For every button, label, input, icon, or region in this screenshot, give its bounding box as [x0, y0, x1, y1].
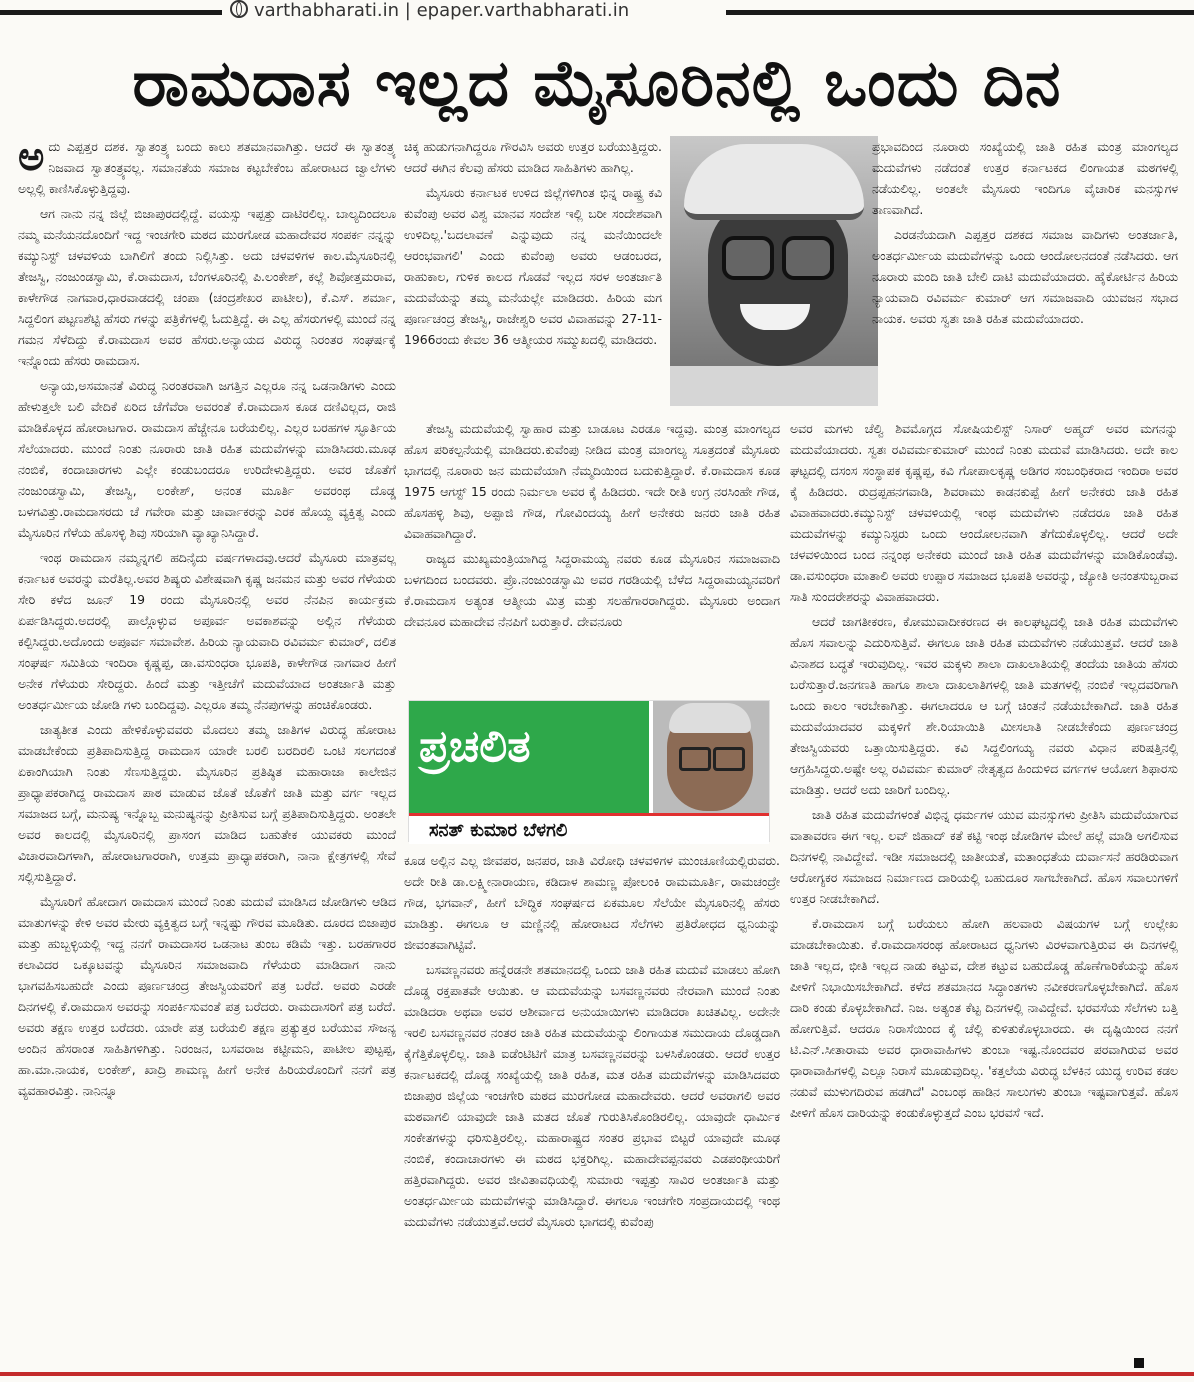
cap [684, 144, 864, 220]
columnist-name: ಸನತ್ ಕುಮಾರ ಬೆಳಗಲಿ [429, 820, 568, 841]
paragraph: ಕೂಡ ಅಲ್ಲಿನ ಎಲ್ಲ ಜೀವಪರ, ಜನಪರ, ಜಾತಿ ವಿರೋಧಿ ಚಳವಳಿಗಳ ಮುಂಚೂಣಿಯಲ್ಲಿರುವರು. ಅದೇ ರೀತಿ ಡಾ.ಲಕ್ಷ್ಮೀನಾರಾಯಣ, ಕಡಿದಾಳ ಶಾಮಣ್ಣ ಪೋಲಂಕಿ ರಾಮಮೂರ್ತಿ, ರಾಮಚಂದ್ರೇ ಗೌಡ, ಭಗವಾನ್, ಹೀಗೆ ಬೌದ್ಧಿಕ ಸಂಘರ್ಷದ ಏಕಮೂಲ ಸೆಲೆಯೇ ಮೈಸೂರಿನಲ್ಲಿ ಹೆಸರು ಮಾಡಿತ್ತು. ಈಗಲೂ ಆ ಮಣ್ಣಿನಲ್ಲಿ ಹೋರಾಟದ ಸೆಲೆಗಳು ಪ್ರತಿರೋಧದ ಧ್ವನಿಯನ್ನು ಜೀವಂತವಾಗಿಟ್ಟಿವೆ. [404, 853, 780, 952]
paragraph: ಮೈಸೂರಿಗೆ ಹೋದಾಗ ರಾಮದಾಸ ಮುಂದೆ ನಿಂತು ಮದುವೆ ಮಾಡಿಸಿದ ಜೋಡಿಗಳು ಆಡಿದ ಮಾತುಗಳನ್ನು ಕೇಳಿ ಅವರ ಮೇರು ವ್ಯಕ್ತಿತ್ವದ ಬಗ್ಗೆ ಇನ್ನಷ್ಟು ಗೌರವ ಮೂಡಿತು. ದೂರದ ಬಿಜಾಪುರ ಮತ್ತು ಹುಬ್ಬಳ್ಳಿಯಲ್ಲಿ ಇದ್ದ ನನಗೆ ರಾಮದಾಸರ ಒಡನಾಟ ತುಂಬ ಕಡಿಮೆ ಇತ್ತು. ಬರಹಗಾರರ ಕಲಾವಿದರ ಒಕ್ಕೂಟವನ್ನು ಮೈಸೂರಿನ ಸಮಾಜವಾದಿ ಗೆಳೆಯರು ಮಾಡಿದಾಗ ನಾನು ಭಾಗವಹಿಸಬಹುದೇ ಎಂದು ಪೂರ್ಣಚಂದ್ರ ತೇಜಸ್ವಿಯವರಿಗೆ ಪತ್ರ ಬರೆದೆ. ಅವರು ಎರಡೇ ದಿನಗಳಲ್ಲಿ ಕೆ.ರಾಮದಾಸ ಅವರನ್ನು ಸಂಪರ್ಕಿಸುವಂತೆ ಪತ್ರ ಬರೆದರು. ರಾಮದಾಸರಿಗೆ ಪತ್ರ ಬರೆದೆ. ಅವರು ತಕ್ಷಣ ಉತ್ತರ ಬರೆದರು. ಯಾರೇ ಪತ್ರ ಬರೆಯಲಿ ತಕ್ಷಣ ಪ್ರತ್ಯುತ್ತರ ಬರೆಯುವ ಸೌಜನ್ಯ ಅಂದಿನ ಹೆಸರಾಂತ ಸಾಹಿತಿಗಳಿಗಿತ್ತು. ನಿರಂಜನ, ಬಸವರಾಜ ಕಟ್ಟೀಮನಿ, ಪಾಟೀಲ ಪುಟ್ಟಪ್ಪ, ಹಾ.ಮಾ.ನಾಯಕ, ಲಂಕೇಶ್, ಖಾದ್ರಿ ಶಾಮಣ್ಣ ಹೀಗೆ ಅನೇಕ ಹಿರಿಯರೊಂದಿಗೆ ನನಗೆ ಪತ್ರ ವ್ಯವಹಾರವಿತ್ತು. ನಾನಿನ್ನೂ [18, 894, 396, 1098]
article-column-3 [790, 418, 1178, 1358]
source-urls [230, 0, 629, 22]
paragraph: ಜಾತ್ಯತೀತ ಎಂದು ಹೇಳಿಕೊಳ್ಳುವವರು ಮೊದಲು ತಮ್ಮ ಜಾತಿಗಳ ವಿರುದ್ಧ ಹೋರಾಟ ಮಾಡಬೇಕೆಂದು ಪ್ರತಿಪಾದಿಸುತ್ತಿದ್ದ ರಾಮದಾಸ ಯಾರೇ ಬರಲಿ ಬರದಿರಲಿ ಒಂಟಿ ಸಲಗದಂತೆ ಏಕಾಂಗಿಯಾಗಿ ನಿಂತು ಸೆಣಸುತ್ತಿದ್ದರು. ಮೈಸೂರಿನ ಪ್ರತಿಷ್ಠಿತ ಮಹಾರಾಜಾ ಕಾಲೇಜಿನ ಪ್ರಾಧ್ಯಾಪಕರಾಗಿದ್ದ ರಾಮದಾಸ ಪಾಠ ಮಾಡುವ ಜೊತೆ ಜೊತೆಗೆ ಜಾತಿ ಮತ್ತು ವರ್ಗ ಇಲ್ಲದ ಸಮಾಜದ ಬಗ್ಗೆ, ಮನುಷ್ಯ ಇನ್ನೊಬ್ಬ ಮನುಷ್ಯನನ್ನು ಪ್ರೀತಿಸುವ ಬಗ್ಗೆ ಪ್ರತಿಪಾದಿಸುತ್ತಿದ್ದರು. ಅಂತಲೇ ಅವರ ಕಾಲದಲ್ಲಿ ಮೈಸೂರಿನಲ್ಲಿ ಪ್ರಾಸಂಗ ಮಾಡಿದ ಬಹುತೇಕ ಯುವಕರು ಮುಂದೆ ವಿಚಾರವಾದಿಗಳಾಗಿ, ಹೋರಾಟಗಾರರಾಗಿ, ಉತ್ತಮ ಪ್ರಾಧ್ಯಾಪಕರಾಗಿ, ನಾನಾ ಕ್ಷೇತ್ರಗಳಲ್ಲಿ ಸೇವೆ ಸಲ್ಲಿಸುತ್ತಿದ್ದಾರೆ. [18, 722, 396, 884]
columnist-bar [409, 813, 769, 844]
eyeglasses [722, 236, 774, 280]
paragraph: ಜಾತಿ ರಹಿತ ಮದುವೆಗಳಂತೆ ವಿಭಿನ್ನ ಧರ್ಮಗಳ ಯುವ ಮನಸ್ಸುಗಳು ಪ್ರೀತಿಸಿ ಮದುವೆಯಾಗುವ ವಾತಾವರಣ ಈಗ ಇಲ್ಲ. ಲವ್ ಜಿಹಾದ್ ಕತೆ ಕಟ್ಟಿ ಇಂಥ ಜೋಡಿಗಳ ಮೇಲೆ ಹಲ್ಲೆ ಮಾಡಿ ಅಗಲಿಸುವ ದಿನಗಳಲ್ಲಿ ನಾವಿದ್ದೇವೆ. ಇಡೀ ಸಮಾಜದಲ್ಲಿ ಜಾತೀಯತೆ, ಮತಾಂಧತೆಯ ದುರ್ವಾಸನೆ ಹರಡಿರುವಾಗ ಆರೋಗ್ಯಕರ ಸಮಾಜದ ನಿರ್ಮಾಣದ ದಾರಿಯಲ್ಲಿ ಬಹುದೂರ ಸಾಗಬೇಕಾಗಿದೆ. ಹೊಸ ಸವಾಲುಗಳಿಗೆ ಉತ್ತರ ನೀಡಬೇಕಾಗಿದೆ. [790, 807, 1178, 906]
masthead-strip [0, 0, 1194, 26]
paragraph: ಅದು ಎಪ್ಪತ್ತರ ದಶಕ. ಸ್ವಾತಂತ್ರ್ಯ ಬಂದು ಕಾಲು ಶತಮಾನವಾಗಿತ್ತು. ಆದರೆ ಈ ಸ್ವಾತಂತ್ರ್ಯ ನಿಜವಾದ ಸ್ವಾತಂತ್ರ್ಯವಲ್ಲ. ಸಮಾನತೆಯ ಸಮಾಜ ಕಟ್ಟಬೇಕೆಂಬ ಹೋರಾಟದ ಜ್ವಾಲೆಗಳು ಅಲ್ಲಲ್ಲಿ ಕಾಣಿಸಿಕೊಳ್ಳುತ್ತಿದ್ದವು. [18, 136, 396, 196]
article-headline: ರಾಮದಾಸ ಇಲ್ಲದ ಮೈಸೂರಿನಲ್ಲಿ ಒಂದು ದಿನ [132, 47, 1062, 121]
column-title: ಪ್ರಚಲಿತ [419, 721, 531, 772]
masthead-rule-left [0, 10, 222, 15]
paragraph: ಎರಡನೆಯದಾಗಿ ಎಪ್ಪತ್ತರ ದಶಕದ ಸಮಾಜ ವಾದಿಗಳು ಅಂತರ್ಜಾತಿ, ಅಂತರ್ಧರ್ಮೀಯ ಮದುವೆಗಳನ್ನು ಒಂದು ಆಂದೋಲನದಂತೆ ನಡೆಸಿದರು. ಆಗ ನೂರಾರು ಮಂದಿ ಜಾತಿ ಬೇಲಿ ದಾಟಿ ಮದುವೆಯಾದರು. ಹೈಕೋರ್ಟಿನ ಹಿರಿಯ ನ್ಯಾಯವಾದಿ ರವಿವರ್ಮ ಕುಮಾರ್ ಆಗ ಸಮಾಜವಾದಿ ಯುವಜನ ಸಭಾದ ನಾಯಕ. ಅವರು ಸ್ವತಃ ಜಾತಿ ರಹಿತ ಮದುವೆಯಾದರು. [872, 227, 1178, 326]
article-column-1 [18, 136, 396, 1368]
paragraph: ಅನ್ಯಾಯ,ಅಸಮಾನತೆ ವಿರುದ್ಧ ನಿರಂತರವಾಗಿ ಜಗತ್ತಿನ ಎಲ್ಲರೂ ನನ್ನ ಒಡನಾಡಿಗಳು ಎಂದು ಹೇಳುತ್ತಲೇ ಬಲಿ ವೇದಿಕೆ ಏರಿದ ಚೆಗೆವೆರಾ ಅವರಂತೆ ಕೆ.ರಾಮದಾಸ ಕೂಡ ದಣಿವಿಲ್ಲದ, ರಾಜಿ ಮಾಡಿಕೊಳ್ಳದ ಹೋರಾಟಗಾರ. ರಾಮದಾಸ ಹೆಚ್ಚೇನೂ ಬರೆಯಲಿಲ್ಲ. ಎಲ್ಲರ ಬರಹಗಳ ಸ್ಫೂರ್ತಿಯ ಸೆಲೆಯಾದರು. ಮುಂದೆ ನಿಂತು ನೂರಾರು ಜಾತಿ ರಹಿತ ಮದುವೆಗಳನ್ನು ಮಾಡಿಸಿದರು.ಮೂಢ ನಂಬಿಕೆ, ಕಂದಾಚಾರಗಳು ಎಲ್ಲೇ ಕಂಡುಬಂದರೂ ಉರಿದೇಳುತ್ತಿದ್ದರು. ಅವರ ಜೊತೆಗೆ ನಂಜುಂಡಸ್ವಾಮಿ, ತೇಜಸ್ವಿ, ಲಂಕೇಶ್, ಅನಂತ ಮೂರ್ತಿ ಅವರಂಥ ದೊಡ್ಡ ಬಳಗವಿತ್ತು.ರಾಮದಾಸರದು ಚೆ ಗವೇರಾ ಮತ್ತು ಚಾರ್ವಾಕರನ್ನು ಎರಕ ಹೊಯ್ದ ವ್ಯಕ್ತಿತ್ವ ಎಂದು ಮೈಸೂರಿನ ಗೆಳೆಯ ಹೊಸಳ್ಳಿ ಶಿವು ಸರಿಯಾಗಿ ವ್ಯಾಖ್ಯಾನಿಸಿದ್ದಾರೆ. [18, 378, 396, 540]
paragraph: ಇಂಥ ರಾಮದಾಸ ನಮ್ಮನ್ನಗಲಿ ಹದಿನೈದು ವರ್ಷಗಳಾದವು.ಆದರೆ ಮೈಸೂರು ಮಾತ್ರವಲ್ಲ ಕರ್ನಾಟಕ ಅವರನ್ನು ಮರೆತಿಲ್ಲ.ಅವರ ಶಿಷ್ಯರು ವಿಶೇಷವಾಗಿ ಕೃಷ್ಣ ಜನಮನ ಮತ್ತು ಅವರ ಗೆಳೆಯರು ಸೇರಿ ಕಳೆದ ಜೂನ್ 19 ರಂದು ಮೈಸೂರಿನಲ್ಲಿ ಅವರ ನೆನಪಿನ ಕಾರ್ಯಕ್ರಮ ಏರ್ಪಡಿಸಿದ್ದರು.ಅದರಲ್ಲಿ ಪಾಲ್ಗೊಳ್ಳುವ ಅಪೂರ್ವ ಅವಕಾಶವನ್ನು ಅಲ್ಲಿನ ಗೆಳೆಯರು ಕಲ್ಪಿಸಿದ್ದರು.ಅದೊಂದು ಅಪೂರ್ವ ಸಮಾವೇಶ. ಹಿರಿಯ ನ್ಯಾಯವಾದಿ ರವಿವರ್ಮ ಕುಮಾರ್, ದಲಿತ ಸಂಘರ್ಷ ಸಮಿತಿಯ ಇಂದಿರಾ ಕೃಷ್ಣಪ್ಪ, ಡಾ.ವಸುಂಧರಾ ಭೂಪತಿ, ಕಾಳೇಗೌಡ ನಾಗವಾರ ಹೀಗೆ ಅನೇಕ ಗೆಳೆಯರು ಸೇರಿದ್ದರು. ಹಿಂದೆ ಮತ್ತು ಇತ್ತೀಚೆಗೆ ಮದುವೆಯಾದ ಅಂತರ್ಜಾತಿ ಮತ್ತು ಅಂತರ್ಧರ್ಮೀಯ ಜೋಡಿ ಗಳು ಬಂದಿದ್ದವು. ಎಲ್ಲರೂ ತಮ್ಮ ನೆನಪುಗಳನ್ನು ಹಂಚಿಕೊಂಡರು. [18, 550, 396, 712]
paragraph: ಆಗ ನಾನು ನನ್ನ ಜಿಲ್ಲೆ ಬಿಜಾಪುರದಲ್ಲಿದ್ದೆ. ವಯಸ್ಸು ಇಪ್ಪತ್ತು ದಾಟಿರಲಿಲ್ಲ. ಬಾಲ್ಯದಿಂದಲೂ ನಮ್ಮ ಮನೆಯನದೊಂದಿಗೆ ಇದ್ದ ಇಂಚಗೇರಿ ಮಠದ ಮುರಗೋಡ ಮಹಾದೇವರ ಸಂಪರ್ಕ ನನ್ನನ್ನು ಕಮ್ಯುನಿಸ್ಟ್ ಚಳವಳಿಯ ಬಾಗಿಲಿಗೆ ತಂದು ನಿಲ್ಲಿಸಿತ್ತು. ಅದು ಚಳವಳಿಗಳ ಕಾಲ.ಮೈಸೂರಿನಲ್ಲಿ ತೇಜಸ್ವಿ, ನಂಜುಂಡಸ್ವಾಮಿ, ಕೆ.ರಾಮದಾಸ, ಬೆಂಗಳೂರಿನಲ್ಲಿ ಪಿ.ಲಂಕೇಶ್, ಕಲ್ಲೆ ಶಿವೋತ್ತಮರಾವ, ಕಾಳೇಗೌಡ ನಾಗವಾರ,ಧಾರವಾಡದಲ್ಲಿ ಚಂಪಾ (ಚಂದ್ರಶೇಖರ ಪಾಟೀಲ), ಕೆ.ಎಸ್. ಶರ್ಮಾ, ಸಿದ್ದಲಿಂಗ ಪಟ್ಟಣಶೆಟ್ಟಿ ಹೆಸರು ಗಳನ್ನು ಪತ್ರಿಕೆಗಳಲ್ಲಿ ಓದುತ್ತಿದ್ದೆ. ಈ ಎಲ್ಲ ಹೆಸರುಗಳಲ್ಲಿ ಮುಂದೆ ನನ್ನ ಗಮನ ಸೆಳೆದಿದ್ದು ಕೆ.ರಾಮದಾಸ ಅವರ ಹೆಸರು.ಅನ್ಯಾಯದ ವಿರುದ್ಧ ನಿರಂತರ ಸಂಘರ್ಷಕ್ಕೆ ಇನ್ನೊಂದು ಹೆಸರು ರಾಮದಾಸ. [18, 206, 396, 368]
article-column-2-middle [404, 418, 780, 688]
face [708, 196, 848, 366]
eyeglasses [782, 236, 834, 280]
globe-icon [230, 0, 248, 18]
paragraph: ರಾಜ್ಯದ ಮುಖ್ಯಮಂತ್ರಿಯಾಗಿದ್ದ ಸಿದ್ದರಾಮಯ್ಯ ನವರು ಕೂಡ ಮೈಸೂರಿನ ಸಮಾಜವಾದಿ ಬಳಗದಿಂದ ಬಂದವರು. ಪ್ರೊ.ನಂಜುಂಡಸ್ವಾಮಿ ಅವರ ಗರಡಿಯಲ್ಲಿ ಬೆಳೆದ ಸಿದ್ದರಾಮಯ್ಯನವರಿಗೆ ಕೆ.ರಾಮದಾಸ ಅತ್ಯಂತ ಆತ್ಮೀಯ ಮಿತ್ರ ಮತ್ತು ಸಲಹೆಗಾರರಾಗಿದ್ದರು. ಮೈಸೂರು ಅಂದಾಗ ದೇವನೂರ ಮಹಾದೇವ ನೆನಪಿಗೆ ಬರುತ್ತಾರೆ. ದೇವನೂರು [404, 551, 780, 629]
paragraph: ಆದರೆ ಜಾಗತೀಕರಣ, ಕೋಮುವಾದೀಕರಣದ ಈ ಕಾಲಘಟ್ಟದಲ್ಲಿ ಜಾತಿ ರಹಿತ ಮದುವೆಗಳು ಹೊಸ ಸವಾಲನ್ನು ಎದುರಿಸುತ್ತಿವೆ. ಈಗಲೂ ಜಾತಿ ರಹಿತ ಮದುವೆಗಳು ನಡೆಯುತ್ತವೆ. ಆದರೆ ಜಾತಿ ವಿನಾಶದ ಬದ್ಧತೆ ಇರುವುದಿಲ್ಲ. ಇವರ ಮಕ್ಕಳು ಶಾಲಾ ದಾಖಲಾತಿಯಲ್ಲಿ ತಂದೆಯ ಜಾತಿಯ ಹೆಸರು ಬರೆಸುತ್ತಾರೆ.ಜನಗಣತಿ ಹಾಗೂ ಶಾಲಾ ದಾಖಲಾತಿಗಳಲ್ಲಿ ಜಾತಿ ಮತಗಳಲ್ಲಿ ನಂಬಿಕೆ ಇಲ್ಲದವರಿಗಾಗಿ ಒಂದು ಕಾಲಂ ಇರಬೇಕಾಗಿತ್ತು. ಈಗಲಾದರೂ ಆ ಬಗ್ಗೆ ಚಿಂತನೆ ನಡೆಯಬೇಕಾಗಿದೆ. ಜಾತಿ ರಹಿತ ಮದುವೆಯಾದವರ ಮಕ್ಕಳಿಗೆ ಶೇ.ರಿಯಾಯಿತಿ ಮೀಸಲಾತಿ ನೀಡಬೇಕೆಂದು ಪೂರ್ಣಚಂದ್ರ ತೇಜಸ್ವಿಯವರು ಒತ್ತಾಯಿಸುತ್ತಿದ್ದರು. ಕವಿ ಸಿದ್ದಲಿಂಗಯ್ಯ ನವರು ವಿಧಾನ ಪರಿಷತ್ತಿನಲ್ಲಿ ಆಗ್ರಹಿಸಿದ್ದರು.ಅಷ್ಟೇ ಅಲ್ಲ ರವಿವರ್ಮ ಕುಮಾರ್ ನೇತೃತ್ವದ ಹಿಂದುಳಿದ ವರ್ಗಗಳ ಆಯೋಗ ಶಿಫಾರಸು ಮಾಡಿತ್ತು. ಆದರೆ ಅದು ಜಾರಿಗೆ ಬಂದಿಲ್ಲ. [790, 614, 1178, 797]
article-column-2-bottom [404, 850, 780, 1370]
source-text: varthabharati.in | epaper.varthabharati.in [254, 0, 630, 21]
drop-cap: ಅ [18, 136, 45, 180]
paragraph: ಅವರ ಮಗಳು ಚೆಲ್ವಿ ಶಿವಮೊಗ್ಗದ ಸೋಷಿಯಲಿಸ್ಟ್ ನಿಸಾರ್ ಅಹ್ಮದ್ ಅವರ ಮಗನನ್ನು ಮದುವೆಯಾದರು. ಸ್ವತಃ ರವಿವರ್ಮಕುಮಾರ್ ಮುಂದೆ ನಿಂತು ಮದುವೆ ಮಾಡಿಸಿದರು. ಅದೇ ಕಾಲ ಘಟ್ಟದಲ್ಲಿ ದಸಂಸ ಸಂಸ್ಥಾಪಕ ಕೃಷ್ಣಪ್ಪ, ಕವಿ ಗೋಪಾಲಕೃಷ್ಣ ಅಡಿಗರ ಸಂಬಂಧಿಕರಾದ ಇಂದಿರಾ ಅವರ ಕೈ ಹಿಡಿದರು. ರುದ್ರಪ್ಪಹನಗವಾಡಿ, ಶಿವರಾಮು ಕಾಡನಕುಪ್ಪೆ ಹೀಗೆ ಅನೇಕರು ಜಾತಿ ರಹಿತ ವಿವಾಹವಾದರು.ಕಮ್ಯುನಿಸ್ಟ್ ಚಳವಳಿಯಲ್ಲಿ ಇಂಥ ಮದುವೆಗಳು ನಡೆದರೂ ಜಾತಿ ರಹಿತ ಮದುವೆಗಳನ್ನು ಕಮ್ಯುನಿಸ್ಟರು ಒಂದು ಆಂದೋಲನವಾಗಿ ತೆಗೆದುಕೊಳ್ಳಲಿಲ್ಲ. ಆದರೆ ಅದೇ ಚಳವಳಿಯಿಂದ ಬಂದ ನನ್ನಂಥ ಅನೇಕರು ಮುಂದೆ ಜಾತಿ ರಹಿತ ಮದುವೆಗಳನ್ನು ಮಾಡಿಕೊಂಡೆವು. ಡಾ.ವಸುಂಧರಾ ಮಾತಾಲಿ ಅವರು ಉಪ್ಪಾರ ಸಮಾಜದ ಭೂಪತಿ ಅವರನ್ನು, ಜ್ಯೋತಿ ಅನಂತಸುಬ್ಬರಾವ ಸಾತಿ ಸುಂದರೇಶರನ್ನು ವಿವಾಹವಾದರು. [790, 421, 1178, 604]
article-column-3-top [872, 136, 1178, 436]
paragraph: ಕೆ.ರಾಮದಾಸ ಬಗ್ಗೆ ಬರೆಯಲು ಹೋಗಿ ಹಲವಾರು ವಿಷಯಗಳ ಬಗ್ಗೆ ಉಲ್ಲೇಖ ಮಾಡಬೇಕಾಯಿತು. ಕೆ.ರಾಮದಾಸರಂಥ ಹೋರಾಟದ ಧ್ವನಿಗಳು ವಿರಳವಾಗುತ್ತಿರುವ ಈ ದಿನಗಳಲ್ಲಿ ಜಾತಿ ಇಲ್ಲದ, ಭೀತಿ ಇಲ್ಲದ ನಾಡು ಕಟ್ಟುವ, ದೇಶ ಕಟ್ಟುವ ಬಹುದೊಡ್ಡ ಹೊಣೆಗಾರಿಕೆಯನ್ನು ಹೊಸ ಪೀಳಿಗೆ ನಿಭಾಯಿಸಬೇಕಾಗಿದೆ. ಕಳೆದ ಶತಮಾನದ ಸಿದ್ಧಾಂತಗಳು ನವೀಕರಣಗೊಳ್ಳಬೇಕಾಗಿದೆ. ಹೊಸ ದಾರಿ ಕಂಡು ಕೊಳ್ಳಬೇಕಾಗಿದೆ. ನಿಜ. ಅತ್ಯಂತ ಕೆಟ್ಟ ದಿನಗಳಲ್ಲಿ ನಾವಿದ್ದೇವೆ. ಭರವಸೆಯ ಸೆಲೆಗಳು ಬತ್ತಿ ಹೋಗುತ್ತಿವೆ. ಆದರೂ ನಿರಾಸೆಯಿಂದ ಕೈ ಚೆಲ್ಲಿ ಕುಳಿತುಕೊಳ್ಳಬಾರದು. ಈ ದೃಷ್ಟಿಯಿಂದ ನನಗೆ ಟಿ.ಎನ್.ಸೀತಾರಾಮ ಅವರ ಧಾರಾವಾಹಿಗಳು ತುಂಬಾ ಇಷ್ಟ.ನೊಂದವರ ಪರವಾಗಿರುವ ಅವರ ಧಾರಾವಾಹಿಗಳಲ್ಲಿ ಎಲ್ಲೂ ನಿರಾಸೆ ಮೂಡುವುದಿಲ್ಲ. 'ಕತ್ತಲೆಯ ವಿರುದ್ಧ ಬೆಳಕಿನ ಯುದ್ಧ ಉರಿವ ಕಡಲ ನಡುವೆ ಮುಳುಗದಿರುವ ಹಡಗಿದೆ' ಎಂಬಂಥ ಹಾಡಿನ ಸಾಲುಗಳು ತುಂಬಾ ಇಷ್ಟವಾಗುತ್ತವೆ. ಹೊಸ ಪೀಳಿಗೆ ಹೊಸ ದಾರಿಯನ್ನು ಕಂಡುಕೊಳ್ಳುತ್ತದೆ ಎಂಬ ಭರವಸೆ ಇದೆ. [790, 916, 1178, 1120]
paragraph: ಮೈಸೂರು ಕರ್ನಾಟಕ ಉಳಿದ ಜಿಲ್ಲೆಗಳಿಗಿಂತ ಭಿನ್ನ ರಾಷ್ಟ್ರ ಕವಿ ಕುವೆಂಪು ಅವರ ವಿಶ್ವ ಮಾನವ ಸಂದೇಶ ಇಲ್ಲಿ ಬರೀ ಸಂದೇಶವಾಗಿ ಉಳಿದಿಲ್ಲ.'ಬದಲಾವಣೆ ಎನ್ನುವುದು ನನ್ನ ಮನೆಯಿಂದಲೇ ಆರಂಭವಾಗಲಿ' ಎಂದು ಕುವೆಂಪು ಅವರು ಆಡಂಬರದ, ರಾಹುಕಾಲ, ಗುಳಿಕ ಕಾಲದ ಗೊಡವೆ ಇಲ್ಲದ ಸರಳ ಅಂತರ್ಜಾತಿ ಮದುವೆಯನ್ನು ತಮ್ಮ ಮನೆಯಲ್ಲೇ ಮಾಡಿದರು. ಹಿರಿಯ ಮಗ ಪೂರ್ಣಚಂದ್ರ ತೇಜಸ್ವಿ, ರಾಜೇಶ್ವರಿ ಅವರ ವಿವಾಹವನ್ನು 27-11-1966ರಂದು ಕೇವಲ 36 ಆತ್ಮೀಯರ ಸಮ್ಮುಖದಲ್ಲಿ ಮಾಡಿದರು. [404, 185, 662, 347]
bottom-rule [0, 1372, 1194, 1376]
paragraph: ತೇಜಸ್ವಿ ಮದುವೆಯಲ್ಲಿ ಸ್ವಾಹಾರ ಮತ್ತು ಬಾಡೂಟ ಎರಡೂ ಇದ್ದವು. ಮಂತ್ರ ಮಾಂಗಲ್ಯದ ಹೊಸ ಪರಿಕಲ್ಪನೆಯಲ್ಲಿ ಮಾಡಿದರು.ಕುವೆಂಪು ನೀಡಿದ ಮಂತ್ರ ಮಾಂಗಲ್ಯ ಸೂತ್ರದಂತೆ ಮೈಸೂರು ಭಾಗದಲ್ಲಿ ನೂರಾರು ಜನ ಮದುವೆಯಾಗಿ ನೆಮ್ಮದಿಯಿಂದ ಬದುಕುತ್ತಿದ್ದಾರೆ. ಕೆ.ರಾಮದಾಸ ಕೂಡ 1975 ಆಗಸ್ಟ್ 15 ರಂದು ನಿರ್ಮಲಾ ಅವರ ಕೈ ಹಿಡಿದರು. ಇದೇ ರೀತಿ ಉಗ್ರ ನರಸಿಂಹೇ ಗೌಡ, ಹೊಸಹಳ್ಳಿ ಶಿವು, ಅಪ್ಪಾಜಿ ಗೌಡ, ಗೋವಿಂದಯ್ಯ ಹೀಗೆ ಅನೇಕರು ಜನರು ಜಾತಿ ರಹಿತ ವಿವಾಹವಾಗಿದ್ದಾರೆ. [404, 421, 780, 541]
end-of-article-mark [1134, 1358, 1144, 1368]
columnist-portrait [653, 701, 769, 813]
paragraph: ಪ್ರಭಾವದಿಂದ ನೂರಾರು ಸಂಖ್ಯೆಯಲ್ಲಿ ಜಾತಿ ರಹಿತ ಮಂತ್ರ ಮಾಂಗಲ್ಯದ ಮದುವೆಗಳು ನಡೆದಂತೆ ಉತ್ತರ ಕರ್ನಾಟಕದ ಲಿಂಗಾಯತ ಮಠಗಳಲ್ಲಿ ನಡೆಯಲಿಲ್ಲ. ಅಂತಲೇ ಮೈಸೂರು ಇಂದಿಗೂ ವೈಚಾರಿಕ ಮನಸ್ಸುಗಳ ತಾಣವಾಗಿದೆ. [872, 139, 1178, 217]
column-logo [408, 700, 770, 842]
paragraph: ಚಿಕ್ಕ ಹುಡುಗನಾಗಿದ್ದರೂ ಗೌರವಿಸಿ ಅವರು ಉತ್ತರ ಬರೆಯುತ್ತಿದ್ದರು. ಆದರೆ ಈಗಿನ ಕೆಲವು ಹೆಸರು ಮಾಡಿದ ಸಾಹಿತಿಗಳು ಹಾಗಿಲ್ಲ. [404, 139, 662, 175]
column-logo-banner [409, 701, 649, 813]
subject-photo [670, 136, 878, 406]
masthead-rule-right [726, 10, 1194, 15]
paragraph: ಬಸವಣ್ಣನವರು ಹನ್ನೆರಡನೇ ಶತಮಾನದಲ್ಲಿ ಒಂದು ಜಾತಿ ರಹಿತ ಮದುವೆ ಮಾಡಲು ಹೋಗಿ ದೊಡ್ಡ ರಕ್ತಪಾತವೇ ಆಯಿತು. ಆ ಮದುವೆಯನ್ನು ಬಸವಣ್ಣನವರು ನೇರವಾಗಿ ಮುಂದೆ ನಿಂತು ಮಾಡಿದರಾ ಅಥವಾ ಅವರ ಆಶೀರ್ವಾದ ಅನುಯಾಯಿಗಳು ಮಾಡಿದರಾ ಖಚಿತವಿಲ್ಲ. ಅದೇನೇ ಇರಲಿ ಬಸವಣ್ಣನವರ ನಂತರ ಜಾತಿ ರಹಿತ ಮದುವೆಯನ್ನು ಲಿಂಗಾಯತ ಸಮುದಾಯ ದೊಡ್ಡದಾಗಿ ಕೈಗೆತ್ತಿಕೊಳ್ಳಲಿಲ್ಲ. ಜಾತಿ ಐಡೆಂಟಿಟಿಗೆ ಮಾತ್ರ ಬಸವಣ್ಣನವರನ್ನು ಬಳಸಿಕೊಂಡರು. ಆದರೆ ಉತ್ತರ ಕರ್ನಾಟಕದಲ್ಲಿ ದೊಡ್ಡ ಸಂಖ್ಯೆಯಲ್ಲಿ ಜಾತಿ ರಹಿತ, ಮತ ರಹಿತ ಮದುವೆಗಳನ್ನು ಮಾಡಿಸಿದವರು ಬಿಜಾಪುರ ಜಿಲ್ಲೆಯ ಇಂಚಗೇರಿ ಮಠದ ಮುರಗೋಡ ಮಹಾದೇವರು. ಆದರೆ ಅವರಾಗಲಿ ಅವರ ಮಠವಾಗಲಿ ಯಾವುದೇ ಜಾತಿ ಮತದ ಜೊತೆ ಗುರುತಿಸಿಕೊಂಡಿರಲಿಲ್ಲ. ಯಾವುದೇ ಧಾರ್ಮಿಕ ಸಂಕೇತಗಳನ್ನು ಧರಿಸುತ್ತಿರಲಿಲ್ಲ. ಮಹಾರಾಷ್ಟ್ರದ ಸಂತರ ಪ್ರಭಾವ ಬಿಟ್ಟರೆ ಯಾವುದೇ ಮೂಢ ನಂಬಿಕೆ, ಕಂದಾಚಾರಗಳು ಈ ಮಠದ ಭಕ್ತರಿಗಿಲ್ಲ. ಮಹಾದೇವಪ್ಪನವರು ಎಡಪಂಥೀಯರಿಗೆ ಹತ್ತಿರವಾಗಿದ್ದರು. ಅವರ ಜೀವಿತಾವಧಿಯಲ್ಲಿ ಸುಮಾರು ಇಪ್ಪತ್ತು ಸಾವಿರ ಅಂತರ್ಜಾತಿ ಮತ್ತು ಅಂತರ್ಧರ್ಮೀಯ ಮದುವೆಗಳನ್ನು ಮಾಡಿಸಿದ್ದಾರೆ. ಈಗಲೂ ಇಂಚಗೇರಿ ಸಂಪ್ರದಾಯದಲ್ಲಿ ಇಂಥ ಮದುವೆಗಳು ನಡೆಯುತ್ತವೆ.ಆದರೆ ಮೈಸೂರು ಭಾಗದಲ್ಲಿ ಕುವೆಂಪು [404, 962, 780, 1229]
shirt [670, 366, 878, 406]
